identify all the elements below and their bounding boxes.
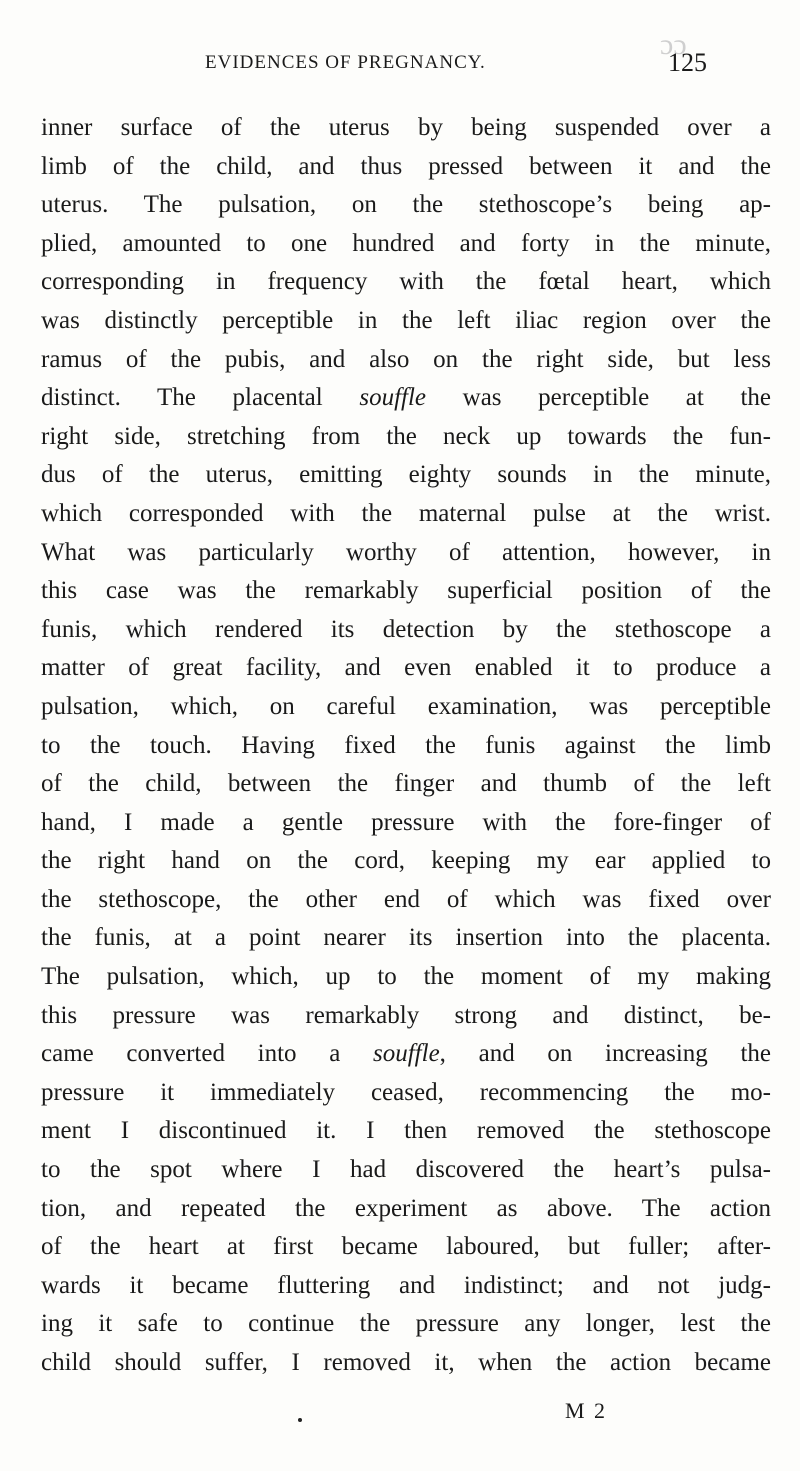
- text-line: uterus. The pulsation, on the stethoscope’s being ap-: [41, 191, 771, 219]
- text-line: pulsation, which, on careful examination, was perceptible: [41, 692, 771, 720]
- text-line: to the spot where I had discovered the heart’s pulsa-: [41, 1156, 771, 1184]
- page-number: 125: [668, 48, 707, 77]
- text-line: What was particularly worthy of attention, however, in: [41, 538, 771, 566]
- body-text: [41, 109, 771, 1383]
- text-line: ing it safe to continue the pressure any longer, lest the: [41, 1310, 771, 1338]
- text-line: which corresponded with the maternal pulse at the wrist.: [41, 499, 771, 527]
- text-line: corresponding in frequency with the fœtal heart, which: [41, 268, 771, 296]
- text-line: the funis, at a point nearer its insertion into the placenta.: [41, 924, 771, 952]
- text-line: ment I discontinued it. I then removed the stethoscope: [41, 1117, 771, 1145]
- text-line: was distinctly perceptible in the left iliac region over the: [41, 306, 771, 334]
- italic-term: souffle: [359, 384, 427, 412]
- text-line: of the heart at first became laboured, but fuller; after-: [41, 1233, 771, 1261]
- text-line: the stethoscope, the other end of which was fixed over: [41, 885, 771, 913]
- text-line: funis, which rendered its detection by the stethoscope a: [41, 615, 771, 643]
- text-line: right side, stretching from the neck up towards the fun-: [41, 422, 771, 450]
- italic-term: souffle: [373, 1040, 440, 1068]
- text-line: matter of great facility, and even enabled it to produce a: [41, 654, 771, 682]
- text-line: to the touch. Having fixed the funis against the limb: [41, 731, 771, 759]
- text-line: distinct. The placental souffle was perceptible at the: [41, 384, 772, 412]
- text-line: the right hand on the cord, keeping my ear applied to: [41, 847, 771, 875]
- text-line: tion, and repeated the experiment as above. The action: [41, 1194, 771, 1222]
- text-line: wards it became fluttering and indistinct; and not judg-: [41, 1271, 771, 1299]
- text-line: limb of the child, and thus pressed between it and the: [41, 152, 771, 180]
- text-line: of the child, between the finger and thumb of the left: [41, 770, 771, 798]
- text-line: child should suffer, I removed it, when the action became: [41, 1349, 771, 1376]
- text-line: came converted into a souffle, and on increasing the: [41, 1040, 771, 1068]
- text-line: hand, I made a gentle pressure with the fore-finger of: [41, 808, 771, 836]
- text-line: dus of the uterus, emitting eighty sounds in the minute,: [41, 461, 771, 489]
- text-line: this pressure was remarkably strong and distinct, be-: [41, 1001, 771, 1029]
- show-through-mark: ɔɔ: [660, 28, 687, 61]
- stray-ink-dot: [298, 1418, 302, 1422]
- text-line: The pulsation, which, up to the moment of my making: [41, 963, 771, 991]
- text-line: plied, amounted to one hundred and forty in the minute,: [41, 229, 771, 257]
- text-line: inner surface of the uterus by being suspended over a: [41, 114, 771, 141]
- text-line: pressure it immediately ceased, recommencing the mo-: [41, 1078, 771, 1106]
- running-title: EVIDENCES OF PREGNANCY.: [205, 52, 486, 73]
- text-line: ramus of the pubis, and also on the right side, but less: [41, 345, 771, 373]
- signature-mark: M 2: [565, 1398, 608, 1423]
- text-line: this case was the remarkably superficial position of the: [41, 577, 771, 605]
